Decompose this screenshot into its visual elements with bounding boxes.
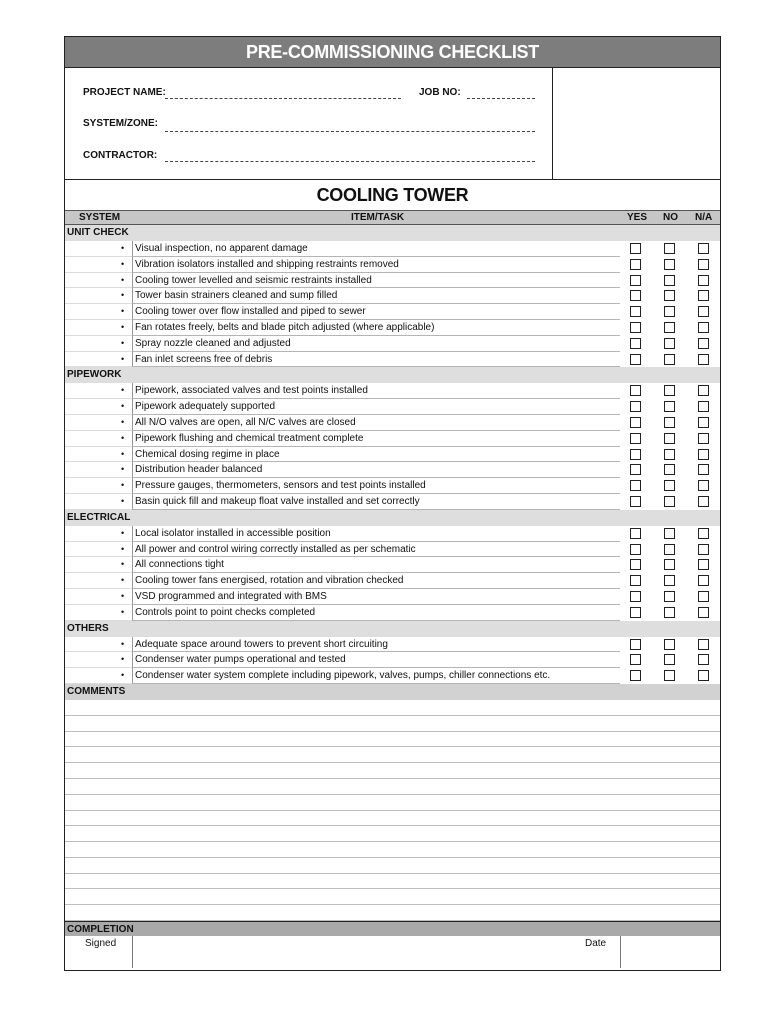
- item-task-text: Pressure gauges, thermometers, sensors and test points installed: [132, 478, 620, 494]
- na-checkbox[interactable]: [698, 575, 709, 586]
- item-task-text: Pipework flushing and chemical treatment complete: [132, 431, 620, 447]
- checklist-row: [65, 288, 720, 304]
- column-na: N/A: [695, 212, 713, 223]
- completion-row: [65, 936, 720, 968]
- item-task-text: All N/O valves are open, all N/C valves are closed: [132, 415, 620, 431]
- item-task-text: All power and control wiring correctly installed as per schematic: [132, 542, 620, 558]
- bullet-icon: •: [121, 306, 125, 317]
- item-task-text: Distribution header balanced: [132, 462, 620, 478]
- column-header: [65, 210, 720, 225]
- comments-area[interactable]: [65, 700, 720, 921]
- na-checkbox[interactable]: [698, 449, 709, 460]
- signed-label: Signed: [85, 938, 117, 950]
- na-checkbox[interactable]: [698, 528, 709, 539]
- checklist-row: [65, 320, 720, 336]
- item-task-text: Condenser water system complete including pipework, valves, pumps, chiller connections etc.: [132, 668, 620, 684]
- no-checkbox[interactable]: [664, 449, 675, 460]
- na-checkbox[interactable]: [698, 433, 709, 444]
- na-checkbox[interactable]: [698, 544, 709, 555]
- comment-line[interactable]: [65, 700, 720, 716]
- comment-line[interactable]: [65, 732, 720, 748]
- yes-checkbox[interactable]: [630, 591, 641, 602]
- checklist-row: [65, 668, 720, 684]
- yes-checkbox[interactable]: [630, 259, 641, 270]
- na-checkbox[interactable]: [698, 639, 709, 650]
- logo-box: [552, 68, 721, 179]
- na-checkbox[interactable]: [698, 259, 709, 270]
- na-checkbox[interactable]: [698, 464, 709, 475]
- bullet-icon: •: [121, 638, 125, 649]
- bullet-icon: •: [121, 448, 125, 459]
- yes-checkbox[interactable]: [630, 433, 641, 444]
- na-checkbox[interactable]: [698, 243, 709, 254]
- no-checkbox[interactable]: [664, 607, 675, 618]
- na-checkbox[interactable]: [698, 385, 709, 396]
- bullet-icon: •: [121, 243, 125, 253]
- yes-checkbox[interactable]: [630, 528, 641, 539]
- comment-line[interactable]: [65, 716, 720, 732]
- project-info-block: [65, 68, 720, 180]
- bullet-icon: •: [121, 559, 125, 570]
- group-header: PIPEWORK: [65, 367, 720, 383]
- na-checkbox[interactable]: [698, 290, 709, 301]
- checklist-sheet: [64, 36, 721, 971]
- yes-checkbox[interactable]: [630, 670, 641, 681]
- bullet-icon: •: [121, 274, 125, 285]
- item-task-text: Local isolator installed in accessible position: [132, 526, 620, 542]
- checklist-row: [65, 478, 720, 494]
- no-checkbox[interactable]: [664, 639, 675, 650]
- date-label: Date: [585, 938, 607, 950]
- bullet-icon: •: [121, 416, 125, 427]
- item-task-text: Fan inlet screens free of debris: [132, 352, 620, 368]
- bullet-icon: •: [121, 495, 125, 506]
- comment-line[interactable]: [65, 811, 720, 827]
- bullet-icon: •: [121, 606, 125, 617]
- item-task-text: Controls point to point checks completed: [132, 605, 620, 621]
- comment-line[interactable]: [65, 826, 720, 842]
- bullet-icon: •: [121, 432, 125, 443]
- yes-checkbox[interactable]: [630, 639, 641, 650]
- bullet-icon: •: [121, 575, 125, 586]
- na-checkbox[interactable]: [698, 591, 709, 602]
- checklist-row: [65, 447, 720, 463]
- checklist-row: [65, 637, 720, 653]
- na-checkbox[interactable]: [698, 480, 709, 491]
- na-checkbox[interactable]: [698, 670, 709, 681]
- checklist-row: [65, 431, 720, 447]
- column-system: SYSTEM: [79, 212, 121, 223]
- comment-line[interactable]: [65, 889, 720, 905]
- yes-checkbox[interactable]: [630, 290, 641, 301]
- no-checkbox[interactable]: [664, 275, 675, 286]
- na-checkbox[interactable]: [698, 338, 709, 349]
- comment-line[interactable]: [65, 763, 720, 779]
- na-checkbox[interactable]: [698, 354, 709, 365]
- completion-header: COMPLETION: [65, 921, 720, 936]
- bullet-icon: •: [121, 464, 125, 475]
- no-checkbox[interactable]: [664, 385, 675, 396]
- group-header: OTHERS: [65, 621, 720, 637]
- yes-checkbox[interactable]: [630, 559, 641, 570]
- na-checkbox[interactable]: [698, 654, 709, 665]
- item-task-text: Pipework, associated valves and test points installed: [132, 383, 620, 399]
- checklist-row: [65, 273, 720, 289]
- comment-line[interactable]: [65, 795, 720, 811]
- item-task-text: Cooling tower fans energised, rotation and vibration checked: [132, 573, 620, 589]
- bullet-icon: •: [121, 258, 125, 269]
- column-item: ITEM/TASK: [351, 212, 405, 223]
- checklist-row: [65, 557, 720, 573]
- na-checkbox[interactable]: [698, 607, 709, 618]
- no-checkbox[interactable]: [664, 575, 675, 586]
- item-task-text: VSD programmed and integrated with BMS: [132, 589, 620, 605]
- page-title: PRE-COMMISSIONING CHECKLIST: [65, 37, 720, 68]
- item-task-text: Vibration isolators installed and shipping restraints removed: [132, 257, 620, 273]
- checklist-row: [65, 462, 720, 478]
- checklist-row: [65, 494, 720, 510]
- comment-line[interactable]: [65, 858, 720, 874]
- comment-line[interactable]: [65, 747, 720, 763]
- item-task-text: Cooling tower levelled and seismic restraints installed: [132, 273, 620, 289]
- checklist-row: [65, 399, 720, 415]
- yes-checkbox[interactable]: [630, 449, 641, 460]
- item-task-text: Basin quick fill and makeup float valve installed and set correctly: [132, 494, 620, 510]
- checklist-row: [65, 542, 720, 558]
- checklist-row: [65, 652, 720, 668]
- item-task-text: Pipework adequately supported: [132, 399, 620, 415]
- item-task-text: Condenser water pumps operational and tested: [132, 652, 620, 668]
- na-checkbox[interactable]: [698, 322, 709, 333]
- system-zone-field[interactable]: [165, 131, 535, 132]
- no-checkbox[interactable]: [664, 544, 675, 555]
- yes-checkbox[interactable]: [630, 275, 641, 286]
- bullet-icon: •: [121, 590, 125, 601]
- section-title: COOLING TOWER: [316, 185, 469, 205]
- bullet-icon: •: [121, 321, 125, 332]
- item-task-text: Adequate space around towers to prevent short circuiting: [132, 637, 620, 653]
- column-yes: YES: [627, 212, 648, 223]
- no-checkbox[interactable]: [664, 591, 675, 602]
- comments-header: COMMENTS: [65, 684, 720, 700]
- job-no-field[interactable]: [467, 98, 535, 99]
- bullet-icon: •: [121, 480, 125, 491]
- yes-checkbox[interactable]: [630, 243, 641, 254]
- no-checkbox[interactable]: [664, 496, 675, 507]
- bullet-icon: •: [121, 385, 125, 396]
- no-checkbox[interactable]: [664, 259, 675, 270]
- item-task-text: Spray nozzle cleaned and adjusted: [132, 336, 620, 352]
- yes-checkbox[interactable]: [630, 607, 641, 618]
- bullet-icon: •: [121, 290, 125, 301]
- no-checkbox[interactable]: [664, 433, 675, 444]
- no-checkbox[interactable]: [664, 338, 675, 349]
- yes-checkbox[interactable]: [630, 338, 641, 349]
- na-checkbox[interactable]: [698, 496, 709, 507]
- no-checkbox[interactable]: [664, 322, 675, 333]
- yes-checkbox[interactable]: [630, 322, 641, 333]
- yes-checkbox[interactable]: [630, 575, 641, 586]
- column-no: NO: [663, 212, 678, 223]
- item-task-text: All connections tight: [132, 557, 620, 573]
- item-task-text: Fan rotates freely, belts and blade pitch adjusted (where applicable): [132, 320, 620, 336]
- contractor-field[interactable]: [165, 161, 535, 162]
- yes-checkbox[interactable]: [630, 480, 641, 491]
- yes-checkbox[interactable]: [630, 654, 641, 665]
- na-checkbox[interactable]: [698, 559, 709, 570]
- checklist-row: [65, 336, 720, 352]
- no-checkbox[interactable]: [664, 559, 675, 570]
- bullet-icon: •: [121, 654, 125, 665]
- no-checkbox[interactable]: [664, 654, 675, 665]
- bullet-icon: •: [121, 543, 125, 554]
- comment-line[interactable]: [65, 842, 720, 858]
- no-checkbox[interactable]: [664, 306, 675, 317]
- yes-checkbox[interactable]: [630, 464, 641, 475]
- item-task-text: Chemical dosing regime in place: [132, 447, 620, 463]
- checklist-row: [65, 383, 720, 399]
- bullet-icon: •: [121, 337, 125, 348]
- item-task-text: Tower basin strainers cleaned and sump filled: [132, 288, 620, 304]
- na-checkbox[interactable]: [698, 401, 709, 412]
- checklist-row: [65, 573, 720, 589]
- no-checkbox[interactable]: [664, 417, 675, 428]
- na-checkbox[interactable]: [698, 417, 709, 428]
- no-checkbox[interactable]: [664, 670, 675, 681]
- date-field[interactable]: [620, 936, 721, 968]
- contractor-label: CONTRACTOR:: [83, 150, 158, 161]
- comment-line[interactable]: [65, 905, 720, 921]
- checklist-groups: [65, 225, 720, 684]
- group-header: ELECTRICAL: [65, 510, 720, 526]
- project-name-field[interactable]: [165, 98, 401, 99]
- checklist-row: [65, 241, 720, 257]
- item-task-text: Visual inspection, no apparent damage: [132, 241, 620, 257]
- na-checkbox[interactable]: [698, 275, 709, 286]
- yes-checkbox[interactable]: [630, 544, 641, 555]
- job-no-label: JOB NO:: [419, 87, 461, 98]
- yes-checkbox[interactable]: [630, 306, 641, 317]
- bullet-icon: •: [121, 670, 125, 681]
- na-checkbox[interactable]: [698, 306, 709, 317]
- checklist-row: [65, 526, 720, 542]
- no-checkbox[interactable]: [664, 243, 675, 254]
- checklist-row: [65, 352, 720, 368]
- item-task-text: Cooling tower over flow installed and piped to sewer: [132, 304, 620, 320]
- yes-checkbox[interactable]: [630, 385, 641, 396]
- checklist-row: [65, 605, 720, 621]
- no-checkbox[interactable]: [664, 528, 675, 539]
- no-checkbox[interactable]: [664, 290, 675, 301]
- no-checkbox[interactable]: [664, 354, 675, 365]
- signed-field[interactable]: [132, 936, 582, 968]
- yes-checkbox[interactable]: [630, 496, 641, 507]
- yes-checkbox[interactable]: [630, 354, 641, 365]
- comment-line[interactable]: [65, 874, 720, 890]
- system-zone-label: SYSTEM/ZONE:: [83, 118, 159, 129]
- checklist-row: [65, 415, 720, 431]
- checklist-row: [65, 304, 720, 320]
- project-name-label: PROJECT NAME:: [83, 87, 166, 98]
- bullet-icon: •: [121, 527, 125, 538]
- yes-checkbox[interactable]: [630, 417, 641, 428]
- no-checkbox[interactable]: [664, 401, 675, 412]
- no-checkbox[interactable]: [664, 480, 675, 491]
- yes-checkbox[interactable]: [630, 401, 641, 412]
- checklist-row: [65, 257, 720, 273]
- group-header: UNIT CHECK: [65, 225, 720, 241]
- bullet-icon: •: [121, 353, 125, 364]
- no-checkbox[interactable]: [664, 464, 675, 475]
- comment-line[interactable]: [65, 779, 720, 795]
- checklist-row: [65, 589, 720, 605]
- bullet-icon: •: [121, 401, 125, 412]
